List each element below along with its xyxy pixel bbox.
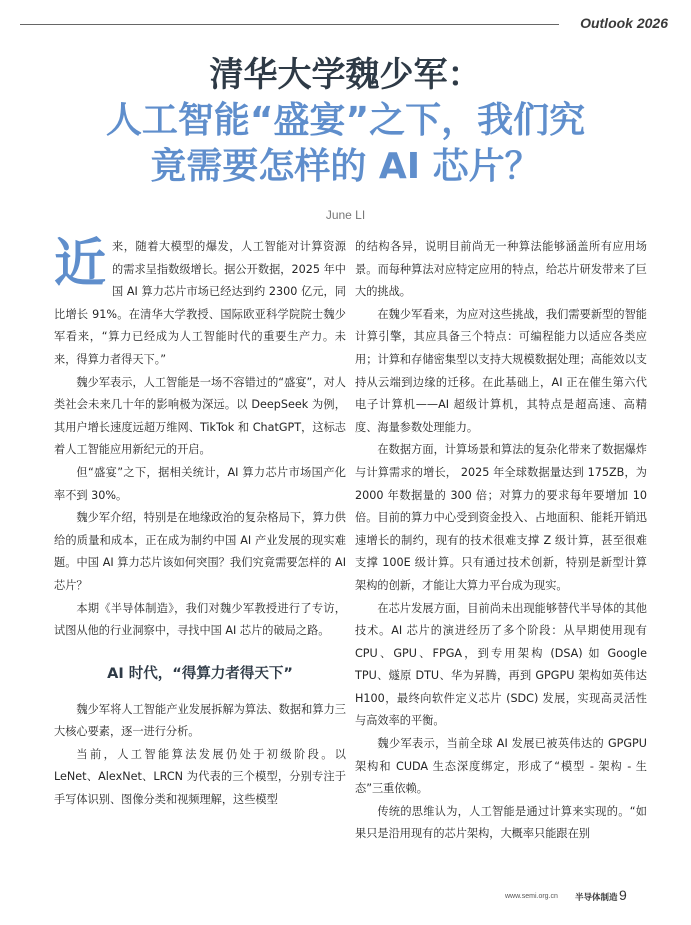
paragraph: 但“盛宴”之下，据相关统计，AI 算力芯片市场国产化率不到 30%。 — [54, 465, 346, 502]
paragraph: 魏少军表示，当前全球 AI 发展已被英伟达的 GPGPU 架构和 CUDA 生态深度绑定，形成了“模型 - 架构 - 生态”三重依赖。 — [355, 737, 647, 796]
footer-url: www.semi.org.cn — [505, 893, 558, 900]
paragraph: 在芯片发展方面，目前尚未出现能够替代半导体的其他技术。AI 芯片的演进经历了多个阶段：从早期使用现有 CPU、GPU、FPGA，到专用架构 (DSA) 如 Google TPU、燧原 DTU、华为昇腾，再到 GPGPU 架构如英伟达 H100，最终向软件定义芯片 (SDC) 发展，实现高灵活性与高效率的平衡。 — [355, 601, 647, 728]
paragraph: 魏少军将人工智能产业发展拆解为算法、数据和算力三大核心要素，逐一进行分析。 — [54, 702, 346, 739]
footer-brand: 半导体制造 — [575, 893, 618, 903]
paragraph: 在数据方面，计算场景和算法的复杂化带来了数据爆炸与计算需求的增长， 2025 年全球数据量达到 175ZB，为 2000 年数据量的 300 倍；对算力的要求每年要增加 10 倍。目前的算力中心受到资金投入、占地面积、能耗开销迅速增长的制约，现有的技术很难支撑 Z 级计算，甚至很难支撑 100E 级计算。只有通过技术创新，特别是新型计算架构的创新，才能让大算力平台成为现实。 — [355, 443, 647, 592]
page-number: 9 — [619, 887, 627, 903]
paragraph: 传统的思维认为，人工智能是通过计算来实现的。“如果只是沿用现有的芯片架构，大概率只能跟在别 — [355, 804, 647, 841]
header-rule — [20, 24, 559, 25]
paragraph: 的结构各异，说明目前尚无一种算法能够涵盖所有应用场景。而每种算法对应特定应用的特点，给芯片研发带来了巨大的挑战。 — [355, 240, 647, 299]
paragraph: 在魏少军看来，为应对这些挑战，我们需要新型的智能计算引擎，其应具备三个特点：可编程能力以适应各类应用；计算和存储密集型以支持大规模数据处理；高能效以支持从云端到边缘的迁移。在此基础上，AI 正在催生第六代电子计算机——AI 超级计算机，其特点是超高速、高精度、海量参数处理能力。 — [355, 307, 647, 434]
section-heading: AI 时代，“得算力者得天下” — [107, 665, 293, 682]
paragraph: 本期《半导体制造》，我们对魏少军教授进行了专访，试图从他的行业洞察中，寻找中国 AI 芯片的破局之路。 — [54, 601, 346, 638]
left-column — [54, 236, 346, 812]
paragraph — [54, 236, 346, 372]
article-title — [20, 52, 671, 190]
paragraph-text: 来，随着大模型的爆发，人工智能对计算资源的需求呈指数级增长。据公开数据，2025 年中国 AI 算力芯片市场已经达到约 2300 亿元，同比增长 91%。在清华大学教授、国际欧亚科学院院士魏少军看来，“算力已经成为人工智能时代的重要生产力。未来，得算力者得天下。” — [54, 240, 346, 366]
paragraph: 魏少军表示，人工智能是一场不容错过的“盛宴”，对人类社会未来几十年的影响极为深远。以 DeepSeek 为例，其用户增长速度远超万维网、TikTok 和 ChatGPT，这标志着人工智能应用新纪元的开启。 — [54, 375, 346, 457]
author-byline: June LI — [325, 208, 366, 222]
title-line-1: 清华大学魏少军： — [209, 55, 482, 95]
title-line-3: 竟需要怎样的 AI 芯片？ — [150, 146, 541, 187]
title-line-2: 人工智能“盛宴”之下，我们究 — [105, 100, 586, 141]
paragraph: 魏少军介绍，特别是在地缘政治的复杂格局下，算力供给的质量和成本，正在成为制约中国 AI 产业发展的现实难题。中国 AI 算力芯片该如何突围？我们究竟需要怎样的 AI 芯片？ — [54, 511, 346, 592]
section-tag: Outlook 2026 — [580, 15, 668, 31]
right-column — [355, 236, 647, 846]
drop-cap: 近 — [54, 234, 107, 294]
paragraph: 当前，人工智能算法发展仍处于初级阶段。以 LeNet、AlexNet、LRCN 为代表的三个模型，分别专注于手写体识别、图像分类和视频理解，这些模型 — [54, 747, 346, 807]
